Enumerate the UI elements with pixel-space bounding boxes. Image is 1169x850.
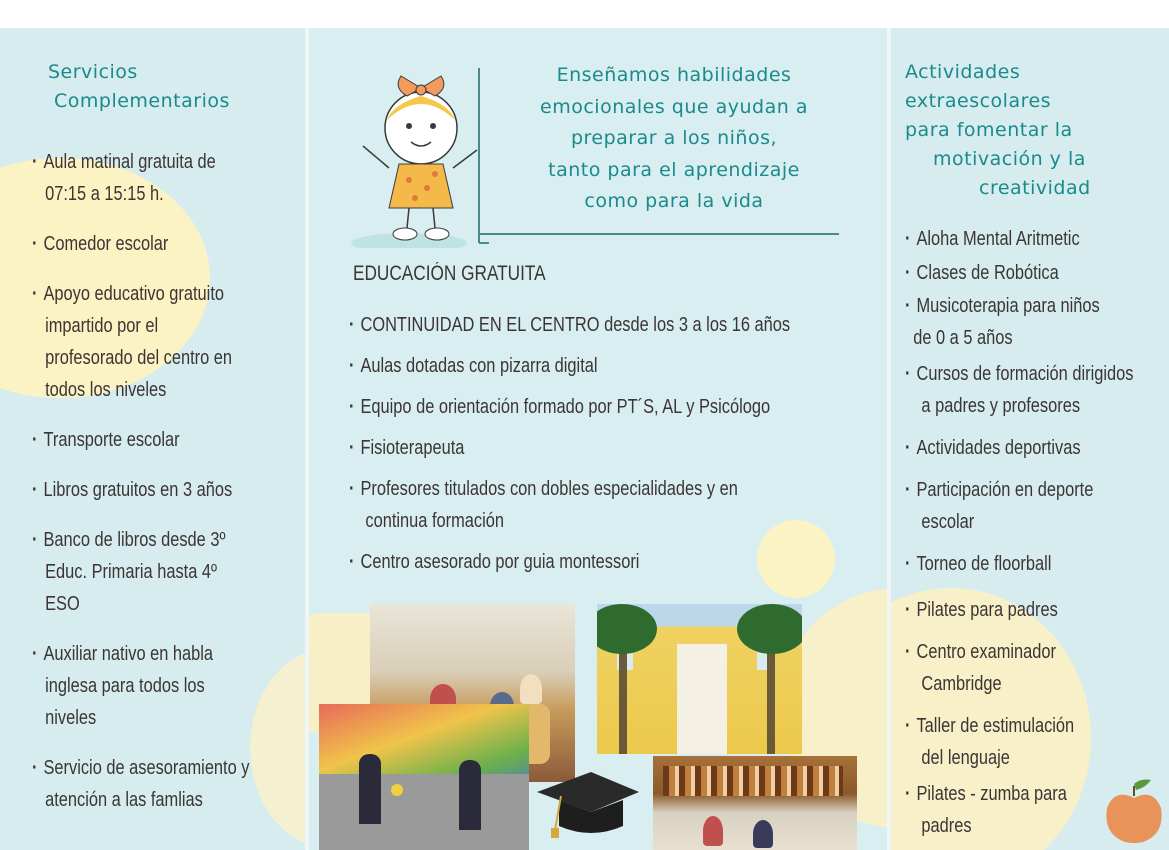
list-item-cont: Educ. Primaria hasta 4º (45, 561, 218, 583)
baseline (479, 233, 839, 235)
apple-icon (1103, 778, 1165, 846)
panel-services (0, 28, 305, 850)
list-item: · Apoyo educativo gratuito (32, 278, 278, 310)
list-item: · Actividades deportivas (905, 432, 1167, 464)
list-item-cont: continua formación (365, 510, 504, 532)
education-heading: EDUCACIÓN GRATUITA (353, 262, 546, 285)
list-item-cont: de 0 a 5 años (913, 327, 1013, 349)
list-item: · Fisioterapeuta (349, 432, 857, 464)
list-item: · Cursos de formación dirigidos (905, 358, 1167, 390)
services-list (32, 146, 305, 816)
list-item-cont: ESO (45, 593, 80, 615)
list-item-cont: padres (921, 815, 972, 837)
list-item: · Profesores titulados con dobles especialidades y en (349, 473, 857, 505)
list-item: · Taller de estimulación (905, 710, 1167, 742)
list-item: · Clases de Robótica (905, 256, 1167, 290)
library-photo (653, 756, 857, 850)
graduation-cap-icon (531, 756, 643, 850)
slogan-text: Enseñamos habilidades emocionales que ayudan a preparar a los niños, tanto para el aprendizaje como para la vida (540, 64, 808, 212)
list-item-cont: todos los niveles (45, 379, 167, 401)
list-item-cont: inglesa para todos los (45, 675, 205, 697)
list-item: · Aulas dotadas con pizarra digital (349, 350, 857, 382)
list-item: · Auxiliar nativo en habla (32, 638, 278, 670)
cartoon-girl-illustration (349, 68, 489, 248)
list-item-cont: impartido por el (45, 315, 159, 337)
activities-title: Actividades extraescolares para fomentar la motivación y la creatividad (905, 61, 1091, 199)
list-item: · Pilates para padres (905, 594, 1167, 626)
list-item: · Libros gratuitos en 3 años (32, 474, 278, 506)
list-item: · Aloha Mental Aritmetic (905, 222, 1167, 256)
list-item: · Centro examinador (905, 636, 1167, 668)
list-item-cont: profesorado del centro en (45, 347, 233, 369)
list-item: · Pilates - zumba para (905, 778, 1167, 810)
list-item: · Equipo de orientación formado por PT´S, AL y Psicólogo (349, 391, 857, 423)
activities-list (905, 222, 1169, 842)
list-item: · Servicio de asesoramiento y (32, 752, 278, 784)
education-list (349, 309, 887, 578)
school-building-photo (597, 604, 802, 754)
list-item-cont: del lenguaje (921, 747, 1010, 769)
list-item-cont: 07:15 a 15:15 h. (45, 183, 164, 205)
list-item: · Banco de libros desde 3º (32, 524, 278, 556)
list-item-cont: a padres y profesores (921, 395, 1081, 417)
list-item-cont: Cambridge (921, 673, 1002, 695)
list-item: · Comedor escolar (32, 228, 278, 260)
list-item: · CONTINUIDAD EN EL CENTRO desde los 3 a los 16 años (349, 309, 857, 341)
list-item: · Transporte escolar (32, 424, 278, 456)
list-item: · Musicoterapia para niños (905, 290, 1167, 322)
panel-activities (891, 28, 1169, 850)
list-item-cont: atención a las famlias (45, 789, 203, 811)
services-title: Servicios Complementarios (48, 61, 230, 112)
panel-education (309, 28, 887, 850)
list-item: · Torneo de floorball (905, 548, 1167, 580)
list-item-cont: niveles (45, 707, 97, 729)
list-item: · Aula matinal gratuita de (32, 146, 278, 178)
list-item: · Centro asesorado por guia montessori (349, 546, 857, 578)
list-item: · Participación en deporte (905, 474, 1167, 506)
playground-photo (319, 704, 529, 850)
list-item-cont: escolar (921, 511, 975, 533)
